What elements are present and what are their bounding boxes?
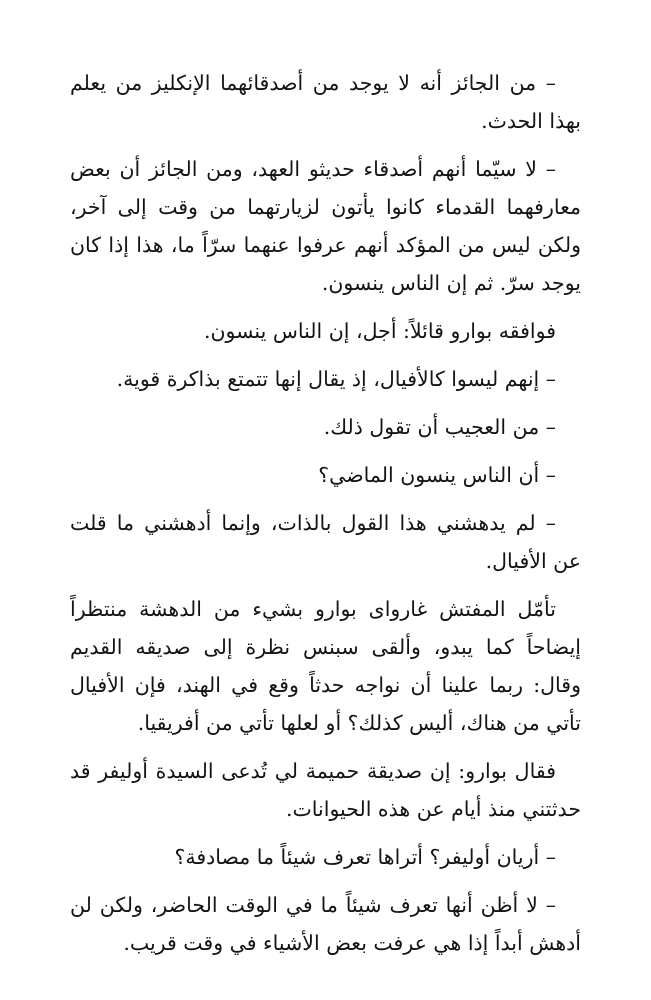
- paragraph-5: – من العجيب أن تقول ذلك.: [323, 415, 556, 439]
- paragraph-11: – لا أظن أنها تعرف شيئاً ما في الوقت الحاضر، ولكن لن أدهش أبداً إذا هي عرفت بعض الأشياء في وقت قريب.: [70, 893, 581, 955]
- paragraph-7: – لم يدهشني هذا القول بالذات، وإنما أدهشني ما قلت عن الأفيال.: [70, 511, 581, 573]
- paragraph-10: – أريان أوليفر؟ أتراها تعرف شيئاً ما مصادفة؟: [174, 845, 556, 869]
- paragraph-8: تأمّل المفتش غاروای بوارو بشيء من الدهشة منتظراً إيضاحاً كما يبدو، وألقى سبنس نظرة إلى صديقه القديم وقال: ربما علينا أن نواجه حدثاً وقع في الهند، فإن الأفيال تأتي من هناك، أليس كذلك؟ أو لعلها تأتي من أفريقيا.: [70, 597, 581, 735]
- paragraph-9: فقال بوارو: إن صديقة حميمة لي تُدعى السيدة أوليفر قد حدثتني منذ أيام عن هذه الحيوانات.: [70, 759, 581, 821]
- paragraph-4: – إنهم ليسوا كالأفيال، إذ يقال إنها تتمتع بذاكرة قوية.: [116, 367, 556, 391]
- paragraph-3: فوافقه بوارو قائلاً: أجل، إن الناس ينسون.: [203, 319, 556, 343]
- paragraph-2: – لا سيّما أنهم أصدقاء حديثو العهد، ومن الجائز أن بعض معارفهما القدماء كانوا يأتون لزيارتهما من وقت إلى آخر، ولكن ليس من المؤكد أنهم عرفوا عنهما سرّاً ما، هذا إذا كان يوجد سرّ. ثم إن الناس ينسون.: [70, 157, 581, 295]
- paragraph-1: – من الجائز أنه لا يوجد من أصدقائهما الإنكليز من يعلم بهذا الحدث.: [70, 71, 581, 133]
- book-page-text: [70, 64, 581, 972]
- paragraph-6: – أن الناس ينسون الماضي؟: [318, 463, 556, 487]
